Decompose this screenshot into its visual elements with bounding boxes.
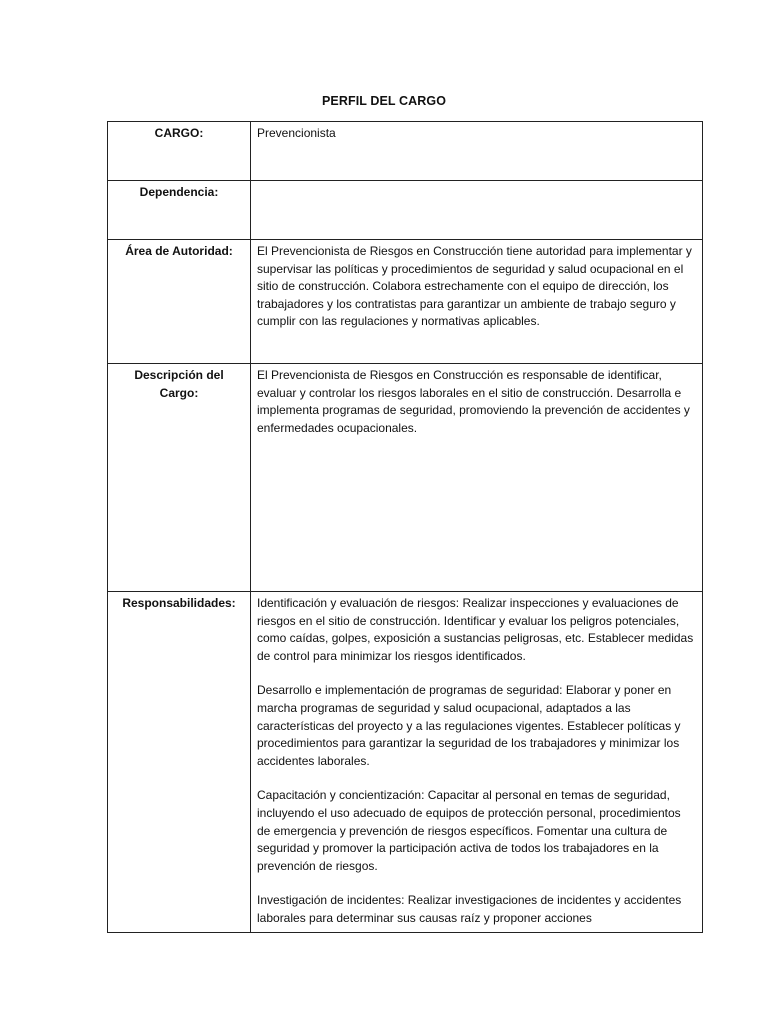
job-profile-table bbox=[107, 121, 703, 933]
cargo-label: CARGO: bbox=[108, 122, 251, 181]
dependencia-label: Dependencia: bbox=[108, 181, 251, 240]
responsabilidad-identificacion: Identificación y evaluación de riesgos: Realizar inspecciones y evaluaciones de riesgos en el sitio de construcción. Identificar y evaluar los peligros potenciales, como caídas, golpes, exposición a sustancias peligrosas, etc. Establecer medidas de control para minimizar los riesgos identificados. bbox=[257, 596, 694, 663]
area-autoridad-label: Área de Autoridad: bbox=[108, 240, 251, 364]
responsabilidades-label: Responsabilidades: bbox=[108, 592, 251, 933]
descripcion-value: El Prevencionista de Riesgos en Construcción es responsable de identificar, evaluar y controlar los riesgos laborales en el sitio de construcción. Desarrolla e implementa programas de seguridad, promoviendo la prevención de accidentes y enfermedades ocupacionales. bbox=[251, 364, 703, 592]
responsabilidades-value bbox=[251, 592, 703, 933]
area-autoridad-value: El Prevencionista de Riesgos en Construcción tiene autoridad para implementar y supervisar las políticas y procedimientos de seguridad y salud ocupacional en el sitio de construcción. Colabora estrechamente con el equipo de dirección, los trabajadores y los contratistas para garantizar un ambiente de trabajo seguro y cumplir con las regulaciones y normativas aplicables. bbox=[251, 240, 703, 364]
table-row-area-autoridad bbox=[108, 240, 703, 364]
responsabilidad-desarrollo: Desarrollo e implementación de programas de seguridad: Elaborar y poner en marcha programas de seguridad y salud ocupacional, adaptados a las características del proyecto y a las regulaciones vigentes. Establecer políticas y procedimientos para garantizar la seguridad de los trabajadores y minimizar los accidentes laborales. bbox=[257, 683, 681, 768]
responsabilidad-investigacion: Investigación de incidentes: Realizar investigaciones de incidentes y accidentes laborales para determinar sus causas raíz y proponer acciones bbox=[257, 893, 682, 925]
dependencia-value bbox=[251, 181, 703, 240]
table-row-dependencia bbox=[108, 181, 703, 240]
cargo-value: Prevencionista bbox=[251, 122, 703, 181]
page-title: PERFIL DEL CARGO bbox=[321, 94, 447, 108]
responsabilidad-capacitacion: Capacitación y concientización: Capacitar al personal en temas de seguridad, incluyendo el uso adecuado de equipos de protección personal, procedimientos de emergencia y prevención de riesgos específicos. Fomentar una cultura de seguridad y promover la participación activa de todos los trabajadores en la prevención de riesgos. bbox=[257, 788, 681, 873]
table-row-cargo bbox=[108, 122, 703, 181]
table-row-descripcion bbox=[108, 364, 703, 592]
descripcion-label: Descripción del Cargo: bbox=[108, 364, 251, 592]
table-row-responsabilidades bbox=[108, 592, 703, 933]
